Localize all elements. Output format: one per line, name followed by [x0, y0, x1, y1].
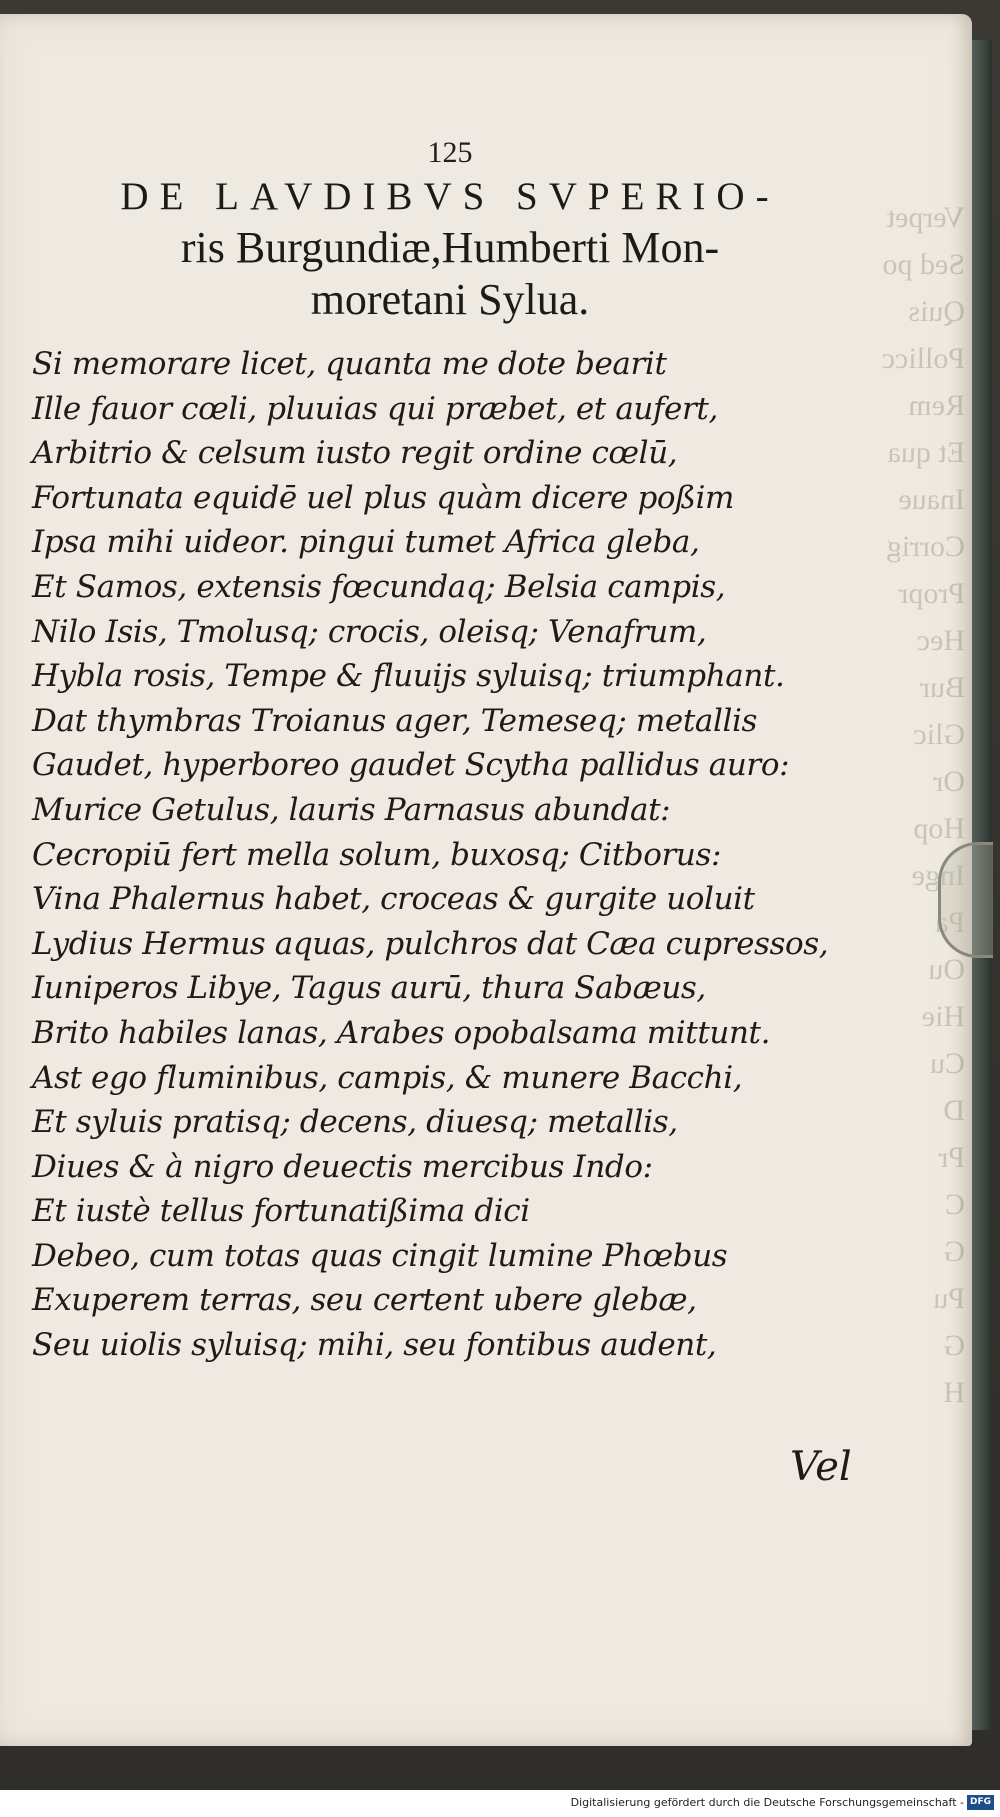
- verse-line: Diues & à nigro deuectis mercibus Indo:: [32, 1148, 653, 1185]
- dfg-logo: DFG: [967, 1795, 994, 1810]
- verse-line: Exuperem terras, seu certent ubere glebæ,: [32, 1282, 697, 1319]
- verse-line: Ast ego fluminibus, campis, & munere Bacchi,: [32, 1059, 743, 1096]
- verse-line: Ille fauor cœli, pluuias qui præbet, et aufert,: [32, 390, 718, 427]
- verse-line: Dat thymbras Troianus ager, Temeseq; metallis: [32, 702, 758, 739]
- book-page: [0, 14, 972, 1746]
- page-clip: [938, 842, 993, 958]
- verse-line: Vina Phalernus habet, croceas & gurgite uoluit: [32, 881, 755, 918]
- verse-line: Murice Getulus, lauris Parnasus abundat:: [32, 791, 671, 828]
- verse-line: Fortunata equidē uel plus quàm dicere poßim: [32, 479, 734, 516]
- poem-heading: [60, 172, 840, 326]
- verse-line: Seu uiolis syluisq; mihi, seu fontibus audent,: [32, 1327, 717, 1364]
- verse-line: Et iustè tellus fortunatißima dici: [32, 1193, 530, 1230]
- footer-credit: Digitalisierung gefördert durch die Deutsche Forschungsgemeinschaft -: [570, 1796, 964, 1809]
- verse-line: Si memorare licet, quanta me dote bearit: [32, 346, 667, 382]
- digitization-footer: [0, 1790, 1000, 1817]
- verse-line: Brito habiles lanas, Arabes opobalsama mittunt.: [32, 1014, 771, 1051]
- verse-line: Nilo Isis, Tmolusq; crocis, oleisq; Venafrum,: [32, 613, 707, 650]
- verse-line: Cecropiū fert mella solum, buxosq; Citborus:: [32, 836, 722, 873]
- catchword: Vel: [790, 1444, 852, 1490]
- verse-line: Gaudet, hyperboreo gaudet Scytha pallidus auro:: [32, 747, 790, 784]
- verse-line: Hybla rosis, Tempe & fluuijs syluisq; triumphant.: [32, 658, 785, 695]
- heading-line-1: DE LAVDIBVS SVPERIO-: [120, 175, 780, 218]
- page-number: 125: [427, 136, 473, 169]
- verse-line: Ipsa mihi uideor. pingui tumet Africa gleba,: [32, 524, 700, 561]
- verse-line: Debeo, cum totas quas cingit lumine Phœbus: [32, 1237, 728, 1274]
- verse-line: Arbitrio & celsum iusto regit ordine cœlū,: [32, 435, 678, 472]
- verse-line: Et Samos, extensis fœcundaq; Belsia campis,: [32, 568, 726, 605]
- verse-line: Iuniperos Libye, Tagus aurū, thura Sabæus,: [32, 970, 706, 1007]
- show-through-text: Verpet Sed po Quis Pollicc Rem Et qua Inaue Corrig Propr Hec Bur Glic Or Hop Inge Pa Ou Hie Cu D Pr C G Pu G H: [881, 201, 965, 1409]
- poem-verses: [32, 342, 862, 1368]
- verse-line: Lydius Hermus aquas, pulchros dat Cæa cupressos,: [32, 925, 829, 962]
- verse-line: Et syluis pratisq; decens, diuesq; metallis,: [32, 1104, 678, 1141]
- heading-line-2: ris Burgundiæ,Humberti Mon-: [180, 223, 720, 272]
- heading-line-3: moretani Sylua.: [310, 275, 590, 324]
